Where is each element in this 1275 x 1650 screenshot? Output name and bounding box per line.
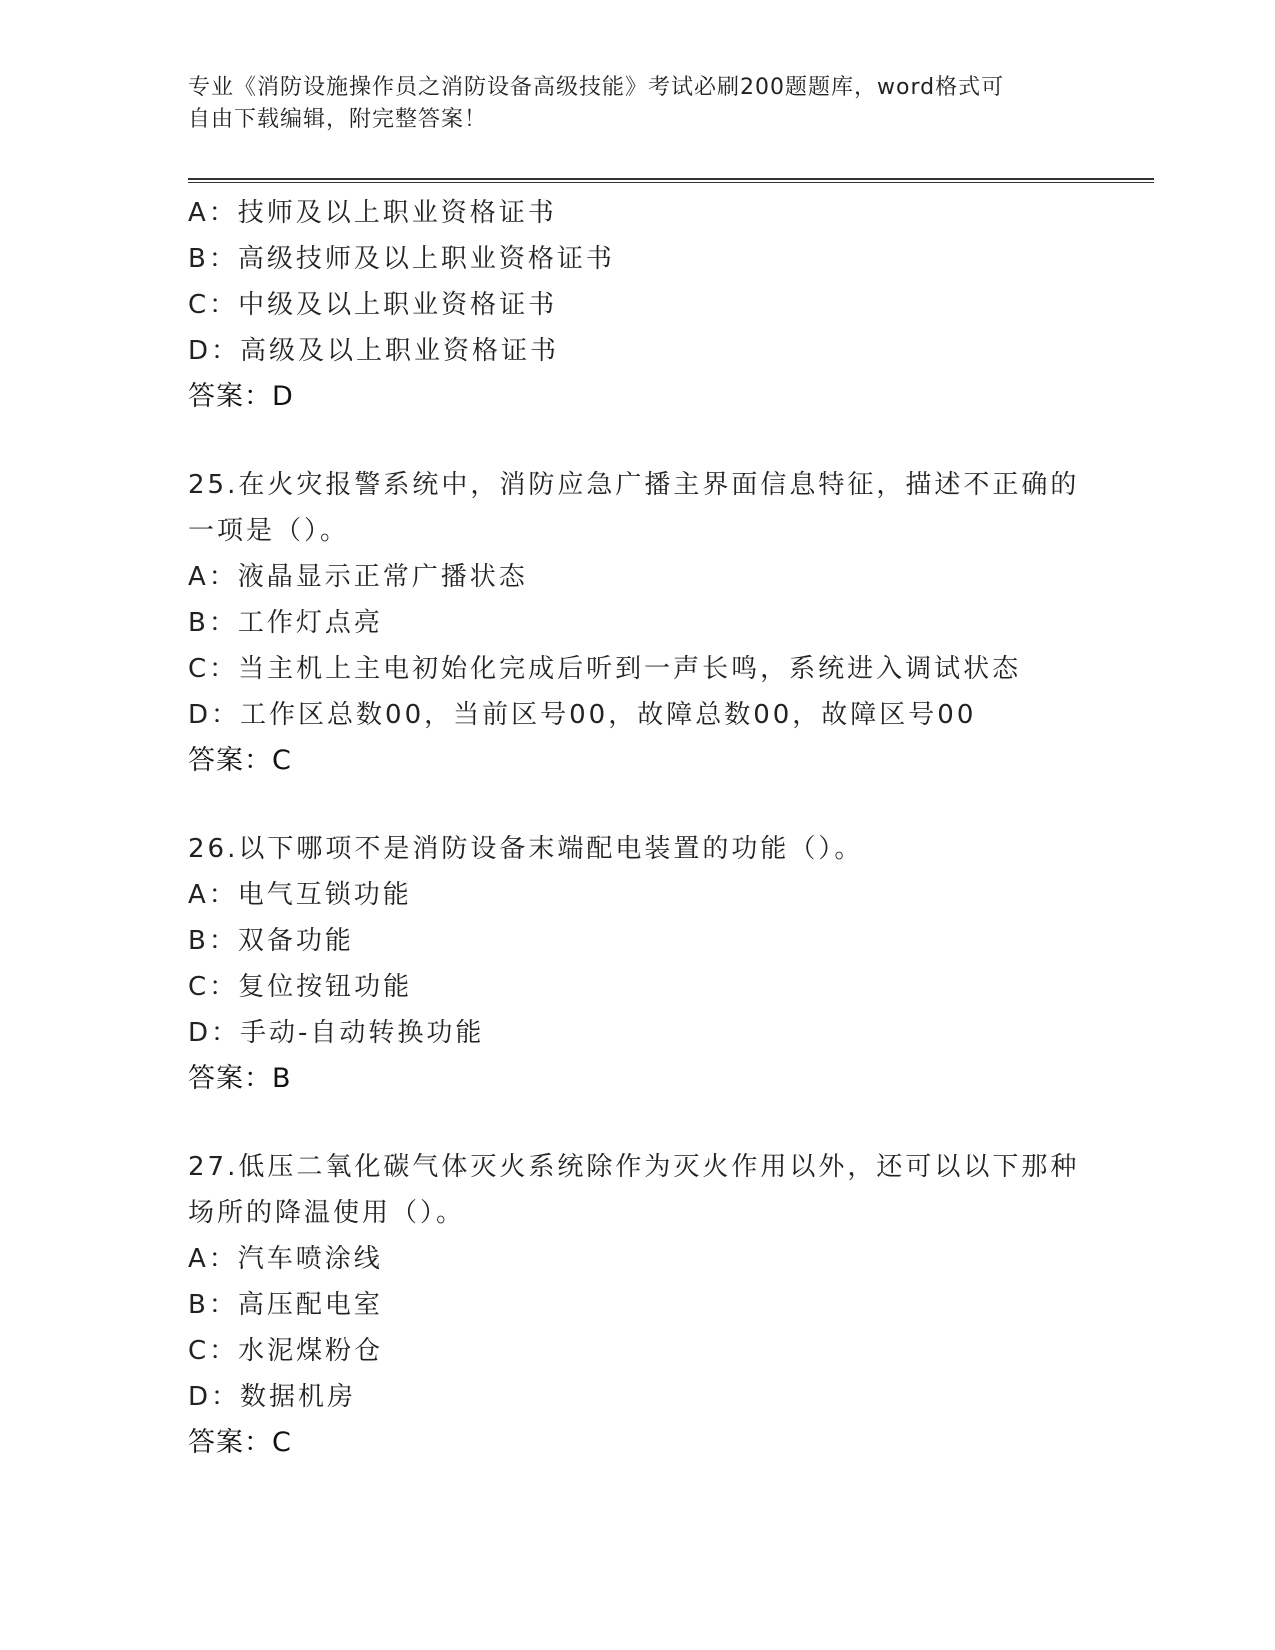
option-d: D：手动-自动转换功能 [188, 1018, 485, 1048]
option-d: D：数据机房 [188, 1382, 357, 1412]
question-prev [188, 190, 1088, 420]
option-a: A：液晶显示正常广播状态 [188, 562, 528, 592]
question-stem-line: 场所的降温使用（）。 [188, 1198, 466, 1228]
document-header [188, 72, 1088, 136]
question-27 [188, 1144, 1088, 1466]
header-divider [188, 178, 1154, 183]
question-stem-line: 一项是（）。 [188, 516, 350, 546]
option-b: B：高级技师及以上职业资格证书 [188, 244, 615, 274]
option-a: A：电气互锁功能 [188, 880, 412, 910]
option-c: C：复位按钮功能 [188, 972, 413, 1002]
question-stem-line: 27.低压二氧化碳气体灭火系统除作为灭火作用以外，还可以以下那种 [188, 1152, 1080, 1182]
answer-line: 答案：B [188, 1063, 292, 1094]
header-line-2: 自由下载编辑，附完整答案！ [188, 107, 488, 132]
option-b: B：工作灯点亮 [188, 608, 383, 638]
option-b: B：高压配电室 [188, 1290, 383, 1320]
option-d: D：高级及以上职业资格证书 [188, 336, 560, 366]
answer-line: 答案：D [188, 381, 294, 412]
option-b: B：双备功能 [188, 926, 354, 956]
question-stem-line: 26.以下哪项不是消防设备末端配电装置的功能（）。 [188, 834, 864, 864]
option-a: A：技师及以上职业资格证书 [188, 198, 557, 228]
option-c: C：中级及以上职业资格证书 [188, 290, 558, 320]
answer-line: 答案：C [188, 745, 292, 776]
option-d: D：工作区总数00，当前区号00，故障总数00，故障区号00 [188, 700, 977, 730]
question-stem-line: 25.在火灾报警系统中，消防应急广播主界面信息特征，描述不正确的 [188, 470, 1080, 500]
option-a: A：汽车喷涂线 [188, 1244, 383, 1274]
question-25 [188, 462, 1088, 784]
option-c: C：当主机上主电初始化完成后听到一声长鸣，系统进入调试状态 [188, 654, 1022, 684]
option-c: C：水泥煤粉仓 [188, 1336, 384, 1366]
header-line-1: 专业《消防设施操作员之消防设备高级技能》考试必刷200题题库，word格式可 [188, 75, 1005, 100]
question-26 [188, 826, 1088, 1102]
question-list [188, 190, 1088, 1466]
answer-line: 答案：C [188, 1427, 292, 1458]
